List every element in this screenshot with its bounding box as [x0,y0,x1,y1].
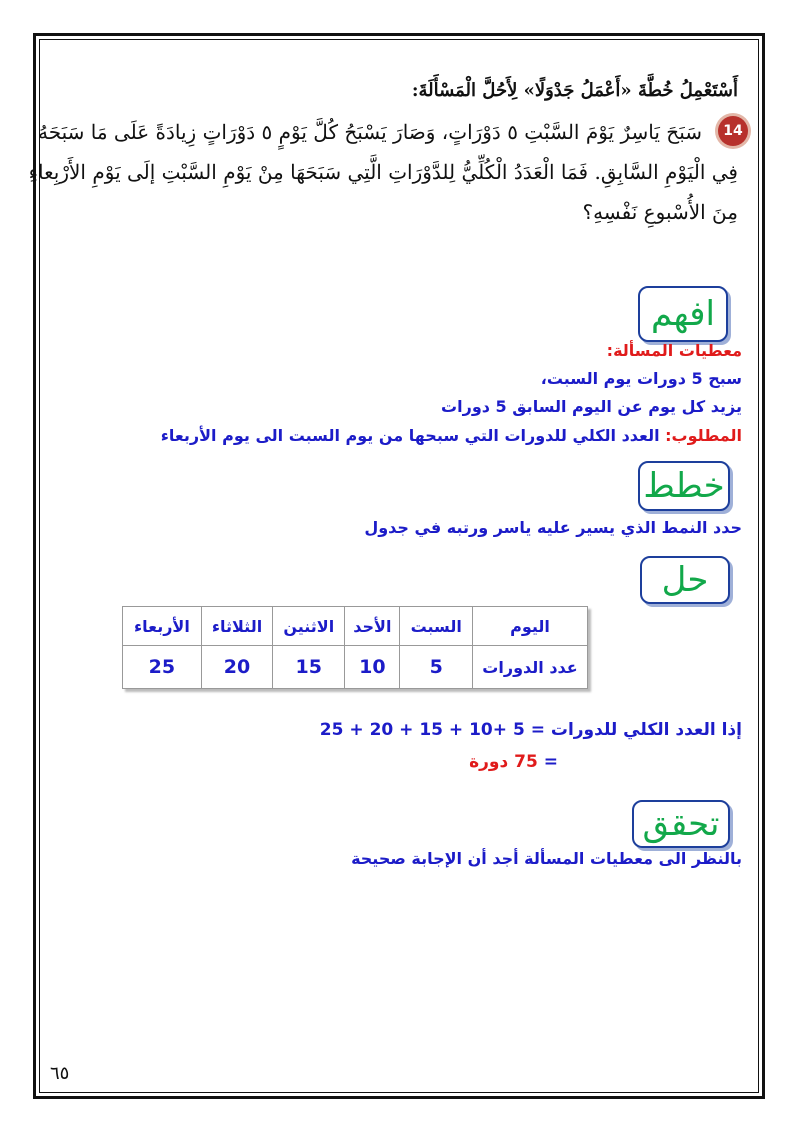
table-header-wednesday: الأربعاء [123,607,202,646]
result-text: 75 دورة [469,752,538,772]
result-line [469,752,558,772]
table-cell-sunday: 10 [345,646,400,689]
given-2: يزيد كل يوم عن اليوم السابق 5 دورات [441,397,742,416]
solve-title: حل [661,560,709,600]
understand-step-box [638,286,728,342]
understand-title: افهم [651,294,715,334]
table-row-label: عدد الدورات [473,646,588,689]
table-cell-monday: 15 [273,646,345,689]
problem-line-1: سَبَحَ يَاسِرٌ يَوْمَ السَّبْتِ ٥ دَوْرَاتٍ، وَصَارَ يَسْبَحُ كُلَّ يَوْمٍ ٥ دَوْرَاتٍ زِيادَةً عَلَى مَا سَبَحَهُ [37,120,702,144]
table-header-row [123,607,588,646]
problem-number-badge: 14 [718,116,748,146]
required-line [161,426,742,445]
problem-heading: أَسْتَعْمِلُ خُطَّةَ «أَعْمَلُ جَدْوَلًا» لِأَحُلَّ الْمَسْأَلَةَ: [411,80,738,101]
table-header-saturday: السبت [400,607,473,646]
check-text: بالنظر الى معطيات المسألة أجد أن الإجابة صحيحة [351,849,742,868]
plan-step-box [638,461,730,511]
table-header-day: اليوم [473,607,588,646]
table-cell-tuesday: 20 [201,646,272,689]
givens-label: معطيات المسألة: [606,341,742,360]
table-cell-wednesday: 25 [123,646,202,689]
plan-title: خطط [643,466,725,506]
problem-line-2: فِي الْيَوْمِ السَّابِقِ. فَمَا الْعَدَدُ الْكُلِّيُّ لِلدَّوْرَاتِ الَّتِي سَبَحَهَا مِنْ يَوْمِ السَّبْتِ إلَى يَوْمِ الأَرْبِعاءِ [28,160,738,184]
solve-step-box [640,556,730,604]
check-title: تحقق [642,804,720,844]
sum-line: إذا العدد الكلي للدورات = 5 +10 + 15 + 20 + 25 [319,720,742,740]
table-row [123,646,588,689]
page-number: ٦٥ [50,1063,70,1084]
required-label: المطلوب: [665,426,742,445]
required-text: العدد الكلي للدورات التي سبحها من يوم السبت الى يوم الأربعاء [160,426,660,445]
swimming-table [122,606,588,689]
given-1: سبح 5 دورات يوم السبت، [540,369,742,388]
plan-text: حدد النمط الذي يسير عليه ياسر ورتبه في جدول [364,518,742,537]
table-header-tuesday: الثلاثاء [201,607,272,646]
result-equals: = [543,752,558,772]
table-header-sunday: الأحد [345,607,400,646]
check-step-box [632,800,730,848]
table-header-monday: الاثنين [273,607,345,646]
problem-line-3: مِنَ الأُسْبوعِ نَفْسِهِ؟ [582,200,738,224]
table-cell-saturday: 5 [400,646,473,689]
